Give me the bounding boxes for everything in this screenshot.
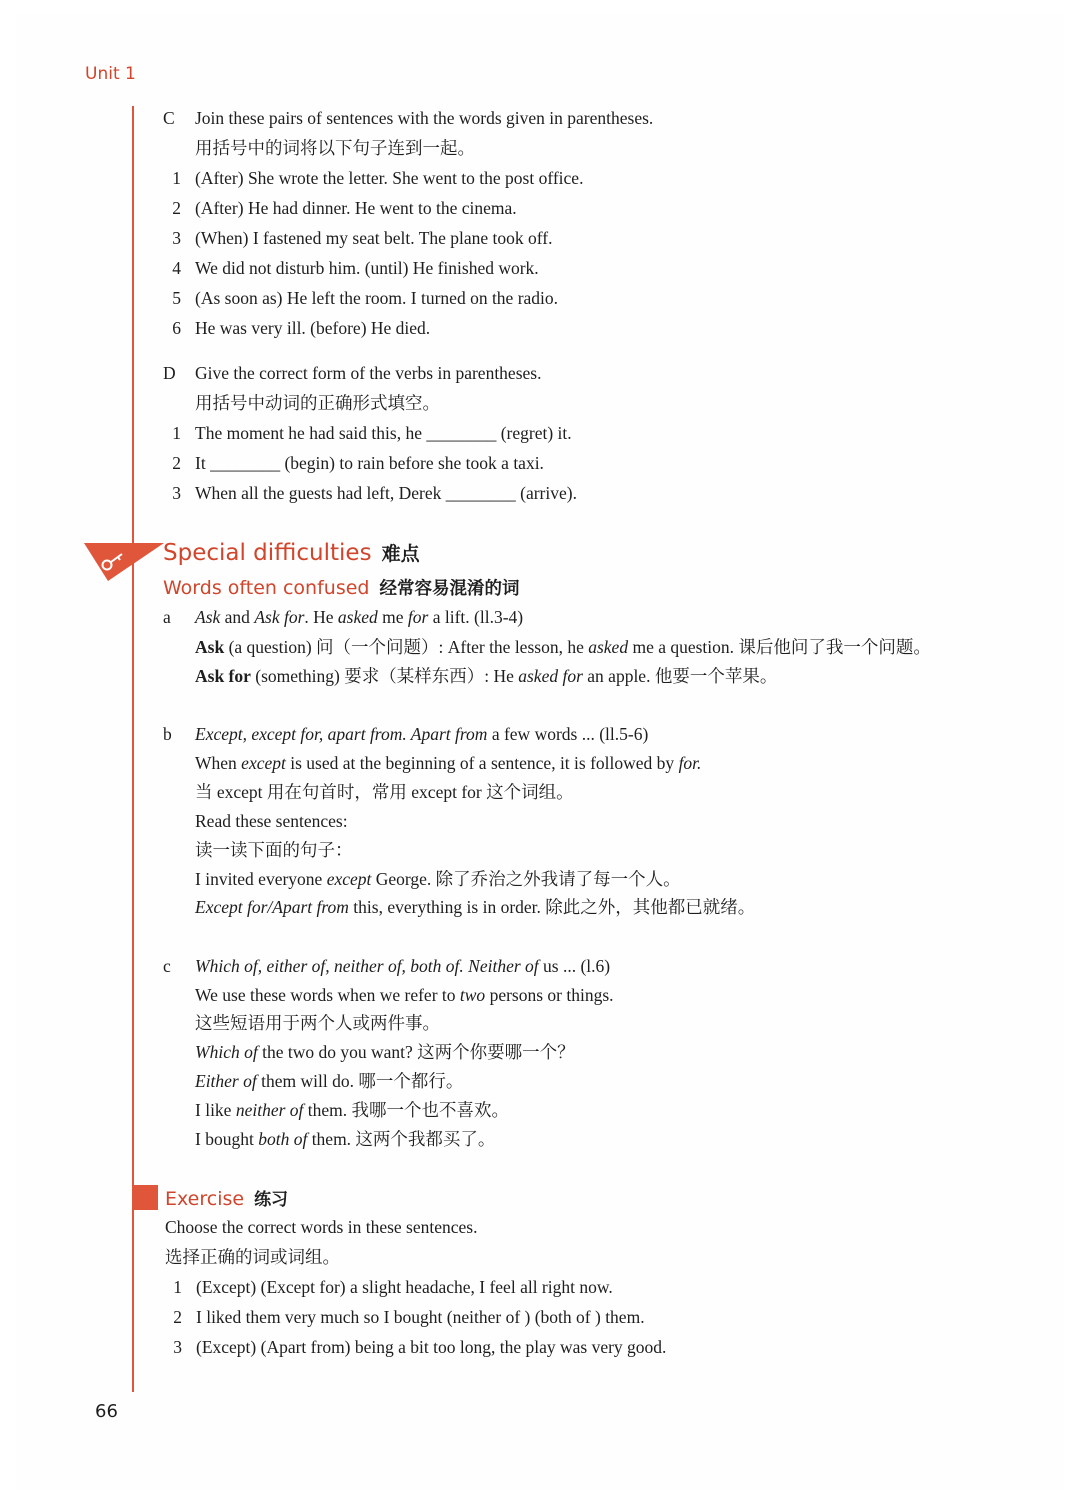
section-c-instruction-zh: 用括号中的词将以下句子连到一起。 xyxy=(195,138,475,158)
section-c-instruction: Join these pairs of sentences with the words given in parentheses. xyxy=(195,108,654,128)
note-c-line: We use these words when we refer to two persons or things. xyxy=(195,985,614,1005)
exercise-instruction: Choose the correct words in these sentences. xyxy=(165,1217,478,1237)
note-b-line: When except is used at the beginning of a sentence, it is followed by for. xyxy=(195,753,702,773)
exercise-title-zh: 练习 xyxy=(254,1190,289,1210)
exercise-title: Exercise xyxy=(165,1188,245,1210)
note-b-label: b xyxy=(163,724,172,744)
section-c-item: (When) I fastened my seat belt. The plane took off. xyxy=(195,228,553,248)
exercise-instruction-zh: 选择正确的词或词组。 xyxy=(165,1247,340,1267)
item-number: 2 xyxy=(172,198,181,218)
note-a-line: Ask (a question) 问（一个问题）: After the lesson, he asked me a question. 课后他问了我一个问题。 xyxy=(195,637,931,657)
section-d-item: When all the guests had left, Derek ________ (arrive). xyxy=(195,483,577,503)
item-number: 3 xyxy=(172,483,181,503)
section-d-item: The moment he had said this, he ________ (regret) it. xyxy=(195,423,572,443)
exercise-item: I liked them very much so I bought (neither of ) (both of ) them. xyxy=(196,1307,645,1327)
unit-label: Unit 1 xyxy=(85,64,136,84)
item-number: 1 xyxy=(172,168,181,188)
special-difficulties-heading xyxy=(163,539,420,566)
section-c-item: He was very ill. (before) He died. xyxy=(195,318,431,338)
section-d-instruction-zh: 用括号中动词的正确形式填空。 xyxy=(195,393,440,413)
exercise-heading xyxy=(165,1185,288,1210)
section-c-label: C xyxy=(163,108,175,128)
special-difficulties-title-zh: 难点 xyxy=(381,543,420,565)
note-b-line: Except for/Apart from this, everything is in order. 除此之外，其他都已就绪。 xyxy=(195,897,756,917)
exercise-item: (Except) (Except for) a slight headache, I feel all right now. xyxy=(196,1277,613,1297)
note-a-line: Ask and Ask for. He asked me for a lift. (ll.3-4) xyxy=(195,607,524,627)
item-number: 3 xyxy=(173,1337,182,1357)
special-difficulties-title: Special difficulties xyxy=(163,540,372,566)
page-number: 66 xyxy=(95,1401,118,1422)
key-icon xyxy=(84,541,164,583)
note-c-label: c xyxy=(163,956,171,976)
note-c-line: I like neither of them. 我哪一个也不喜欢。 xyxy=(195,1100,510,1120)
note-c-line: 这些短语用于两个人或两件事。 xyxy=(195,1013,440,1033)
item-number: 5 xyxy=(172,288,181,308)
item-number: 2 xyxy=(172,453,181,473)
note-b-line: Except, except for, apart from. Apart from a few words ... (ll.5-6) xyxy=(195,724,649,744)
section-c-item: We did not disturb him. (until) He finished work. xyxy=(195,258,539,278)
note-b-line: 当 except 用在句首时，常用 except for 这个词组。 xyxy=(195,782,574,802)
words-confused-heading xyxy=(163,575,519,600)
note-c-line: Either of them will do. 哪一个都行。 xyxy=(195,1071,464,1091)
note-c-line: I bought both of them. 这两个我都买了。 xyxy=(195,1129,496,1149)
item-number: 4 xyxy=(172,258,181,278)
words-confused-title: Words often confused xyxy=(163,577,370,599)
section-c-item: (As soon as) He left the room. I turned on the radio. xyxy=(195,288,559,308)
note-b-line: 读一读下面的句子： xyxy=(195,840,353,860)
item-number: 1 xyxy=(172,423,181,443)
exercise-marker xyxy=(132,1185,158,1210)
words-confused-title-zh: 经常容易混淆的词 xyxy=(379,579,520,599)
note-c-line: Which of the two do you want? 这两个你要哪一个？ xyxy=(195,1042,575,1062)
section-c-item: (After) She wrote the letter. She went to the post office. xyxy=(195,168,584,188)
section-d-label: D xyxy=(163,363,176,383)
note-b-line: I invited everyone except George. 除了乔治之外我请了每一个人。 xyxy=(195,869,681,889)
note-a-line: Ask for (something) 要求（某样东西）: He asked for an apple. 他要一个苹果。 xyxy=(195,666,778,686)
note-a-label: a xyxy=(163,607,171,627)
item-number: 1 xyxy=(173,1277,182,1297)
exercise-item: (Except) (Apart from) being a bit too long, the play was very good. xyxy=(196,1337,667,1357)
section-c-item: (After) He had dinner. He went to the cinema. xyxy=(195,198,517,218)
note-b-line: Read these sentences: xyxy=(195,811,348,831)
item-number: 3 xyxy=(172,228,181,248)
section-d-item: It ________ (begin) to rain before she took a taxi. xyxy=(195,453,544,473)
note-c-line: Which of, either of, neither of, both of. Neither of us ... (l.6) xyxy=(195,956,611,976)
section-d-instruction: Give the correct form of the verbs in parentheses. xyxy=(195,363,542,383)
item-number: 2 xyxy=(173,1307,182,1327)
item-number: 6 xyxy=(172,318,181,338)
